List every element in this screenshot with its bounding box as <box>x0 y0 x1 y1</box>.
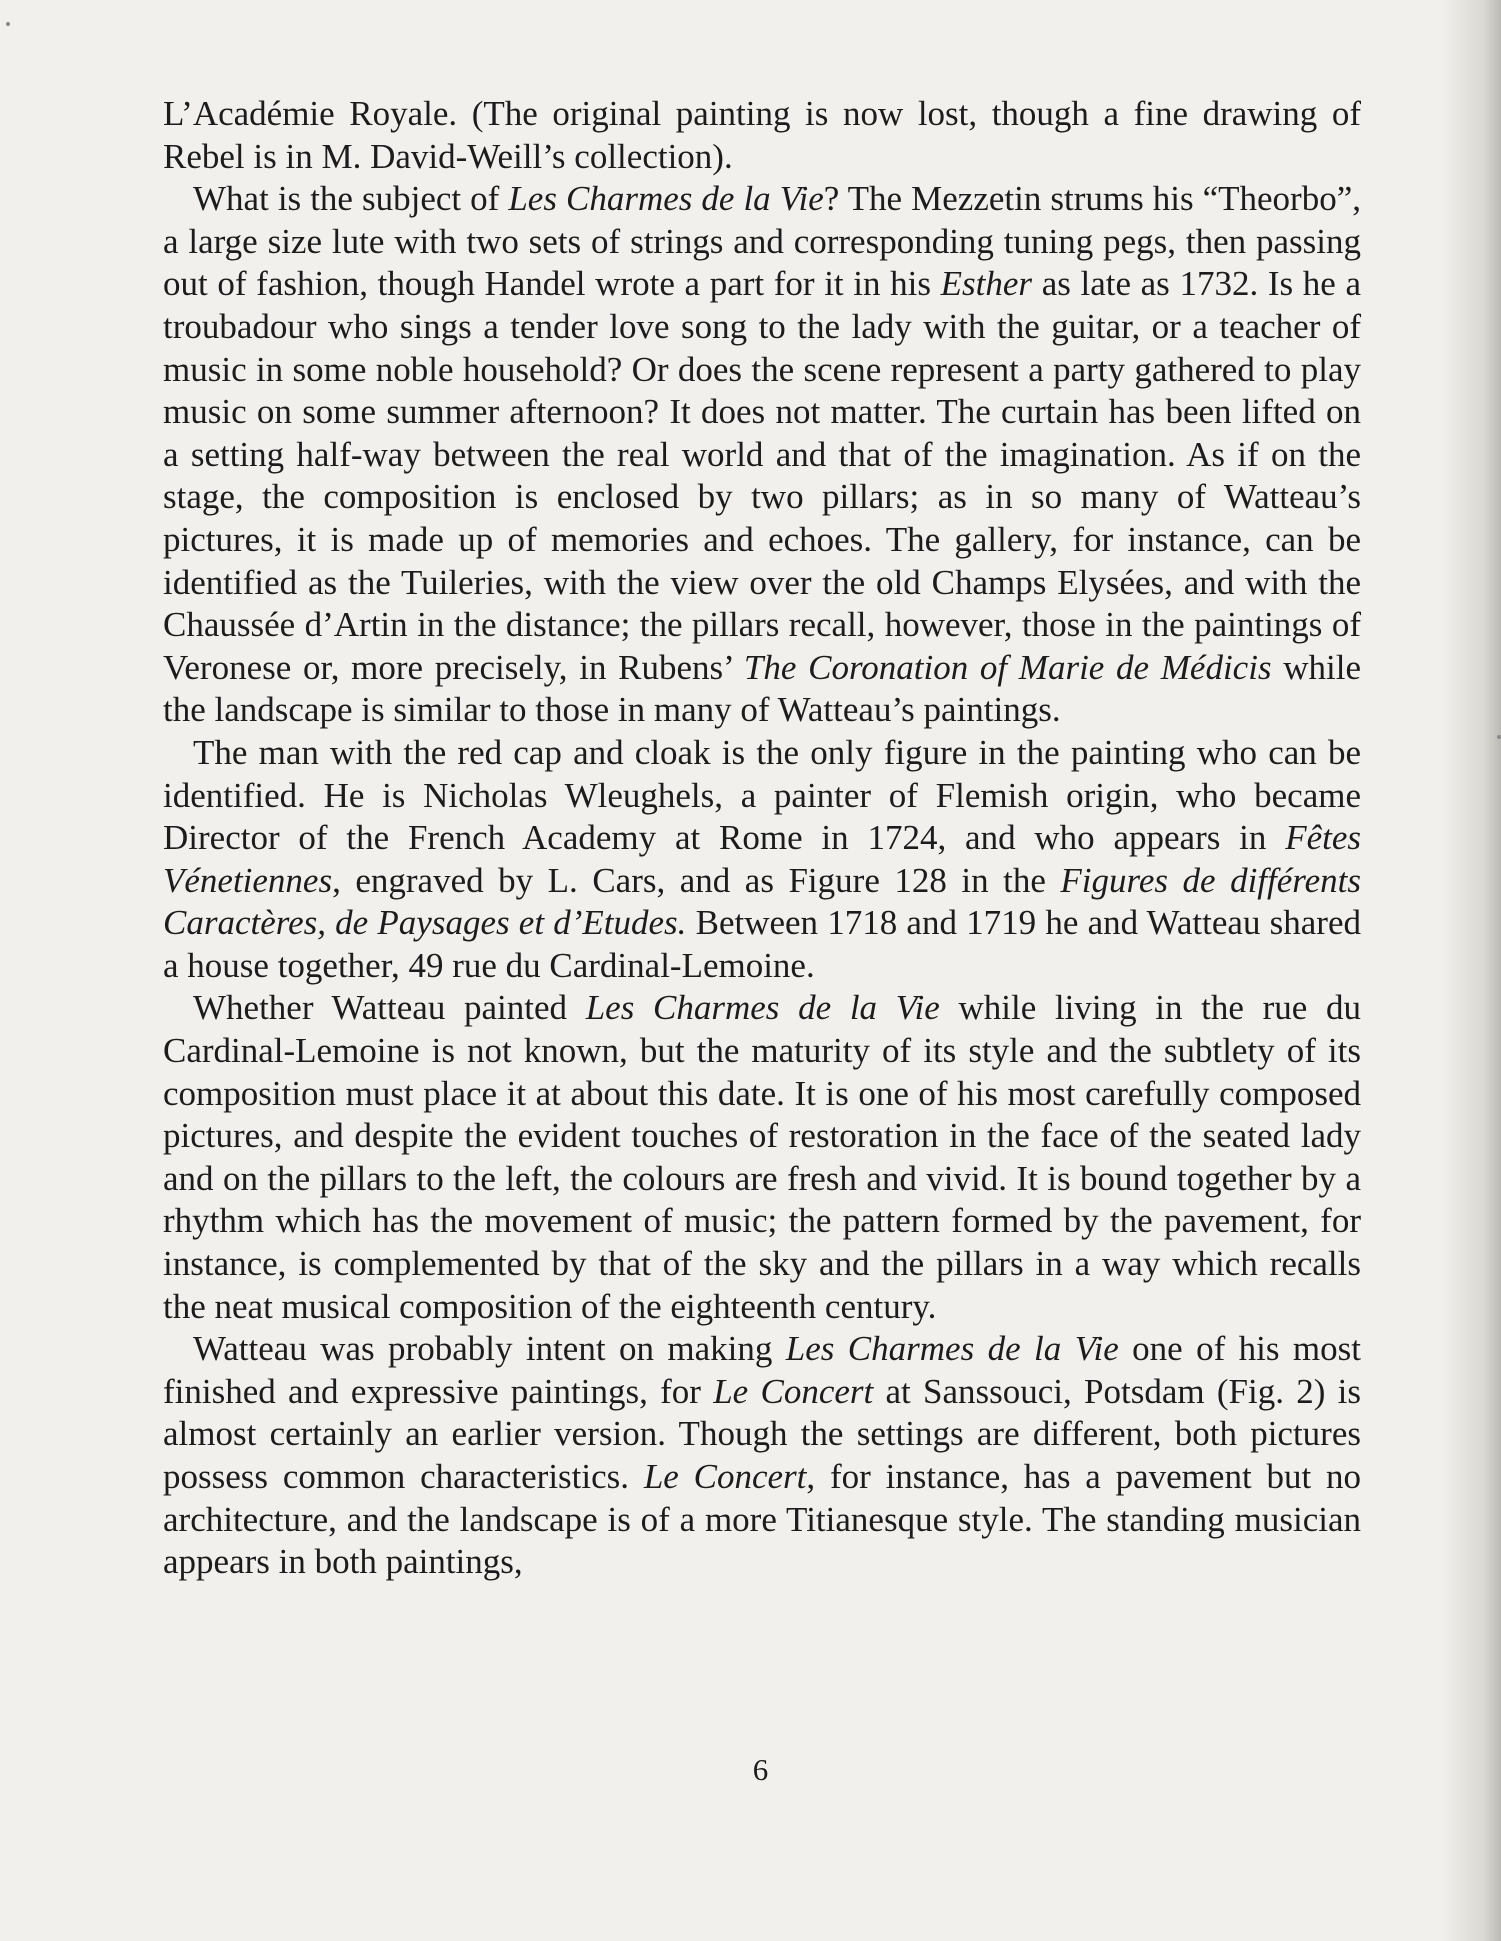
italic-title: Les Charmes de la Vie <box>585 988 940 1028</box>
italic-title: Figures de différents Caractères, de Paysages et d’Etudes. <box>163 860 1361 943</box>
text-run: as late as 1732. Is he a troubadour who sings a tender love song to the lady with the guitar, or a teacher of music in some noble household? Or does the scene represent a party gathered to play music on some summer afternoon? It does not matter. The curtain has been lifted on a setting half-way between the real world and that of the imagination. As if on the stage, the composition is enclosed by two pillars; as in so many of Watteau’s pictures, it is made up of memories and echoes. The gallery, for instance, can be identified as the Tuileries, with the view over the old Champs Elysées, and with the Chaussée d’Artin in the distance; the pillars recall, however, those in the paintings of Veronese or, more precisely, in Rubens’ <box>163 264 1361 687</box>
text-run: Watteau was probably intent on making <box>193 1329 786 1369</box>
page-edge-shadow <box>1441 0 1501 1941</box>
text-run: at Sanssouci, Potsdam (Fig. 2) is almost certainly an earlier version. Though the settings are different, both pictures possess common characteristics. <box>163 1371 1361 1496</box>
text-run: ? The Mezzetin strums his “Theorbo”, a large size lute with two sets of strings and corresponding tuning pegs, then passing out of fashion, though Handel wrote a part for it in his <box>163 179 1361 304</box>
italic-title: Les Charmes de la Vie <box>508 179 824 219</box>
paragraph <box>163 1328 1361 1584</box>
italic-title: Les Charmes de la Vie <box>785 1329 1119 1369</box>
italic-title: Le Concert <box>643 1457 807 1496</box>
text-run: What is the subject of <box>193 179 509 219</box>
paragraph <box>163 987 1361 1328</box>
text-run: while the landscape is similar to those in many of Watteau’s paintings. <box>163 647 1361 730</box>
paragraph <box>163 732 1361 988</box>
text-run: one of his most finished and expressive paintings, for <box>163 1329 1361 1411</box>
text-run: The man with the red cap and cloak is the only figure in the painting who can be identified. He is Nicholas Wleughels, a painter of Flemish origin, who became Director of the French Academy at Rome in 1724, and who appears in <box>163 732 1361 858</box>
paragraph <box>163 93 1361 178</box>
text-run: while living in the rue du Cardinal-Lemoine is not known, but the maturity of its style and the subtlety of its composition must place it at about this date. It is one of his most carefully composed pictures, and despite the evident touches of restoration in the face of the seated lady and on the pillars to the left, the colours are fresh and vivid. It is bound together by a rhythm which has the movement of music; the pattern formed by the pavement, for instance, is complemented by that of the sky and the pillars in a way which recalls the neat musical composition of the eighteenth century. <box>163 988 1361 1326</box>
body-text <box>163 93 1361 1584</box>
text-run: , engraved by L. Cars, and as Figure 128 in the <box>332 860 1061 900</box>
italic-title: The Coronation of Marie de Médicis <box>743 647 1272 687</box>
italic-title: Esther <box>940 264 1033 304</box>
text-run: L’Académie Royale. (The original painting is now lost, though a fine drawing of Rebel is in M. David-Weill’s collection). <box>163 94 1361 176</box>
paper-speck <box>1497 735 1501 739</box>
text-run: Whether Watteau painted <box>193 988 586 1028</box>
page-number: 6 <box>752 1752 769 1787</box>
paragraph <box>163 178 1361 732</box>
text-run: , for instance, has a pavement but no architecture, and the landscape is of a more Titianesque style. The standing musician appears in both paintings, <box>163 1457 1362 1582</box>
italic-title: Fêtes Vénetiennes <box>163 818 1361 900</box>
paper-speck <box>6 22 10 26</box>
text-run: Between 1718 and 1719 he and Watteau shared a house together, 49 rue du Cardinal-Lemoine. <box>163 903 1361 985</box>
italic-title: Le Concert <box>713 1371 874 1411</box>
